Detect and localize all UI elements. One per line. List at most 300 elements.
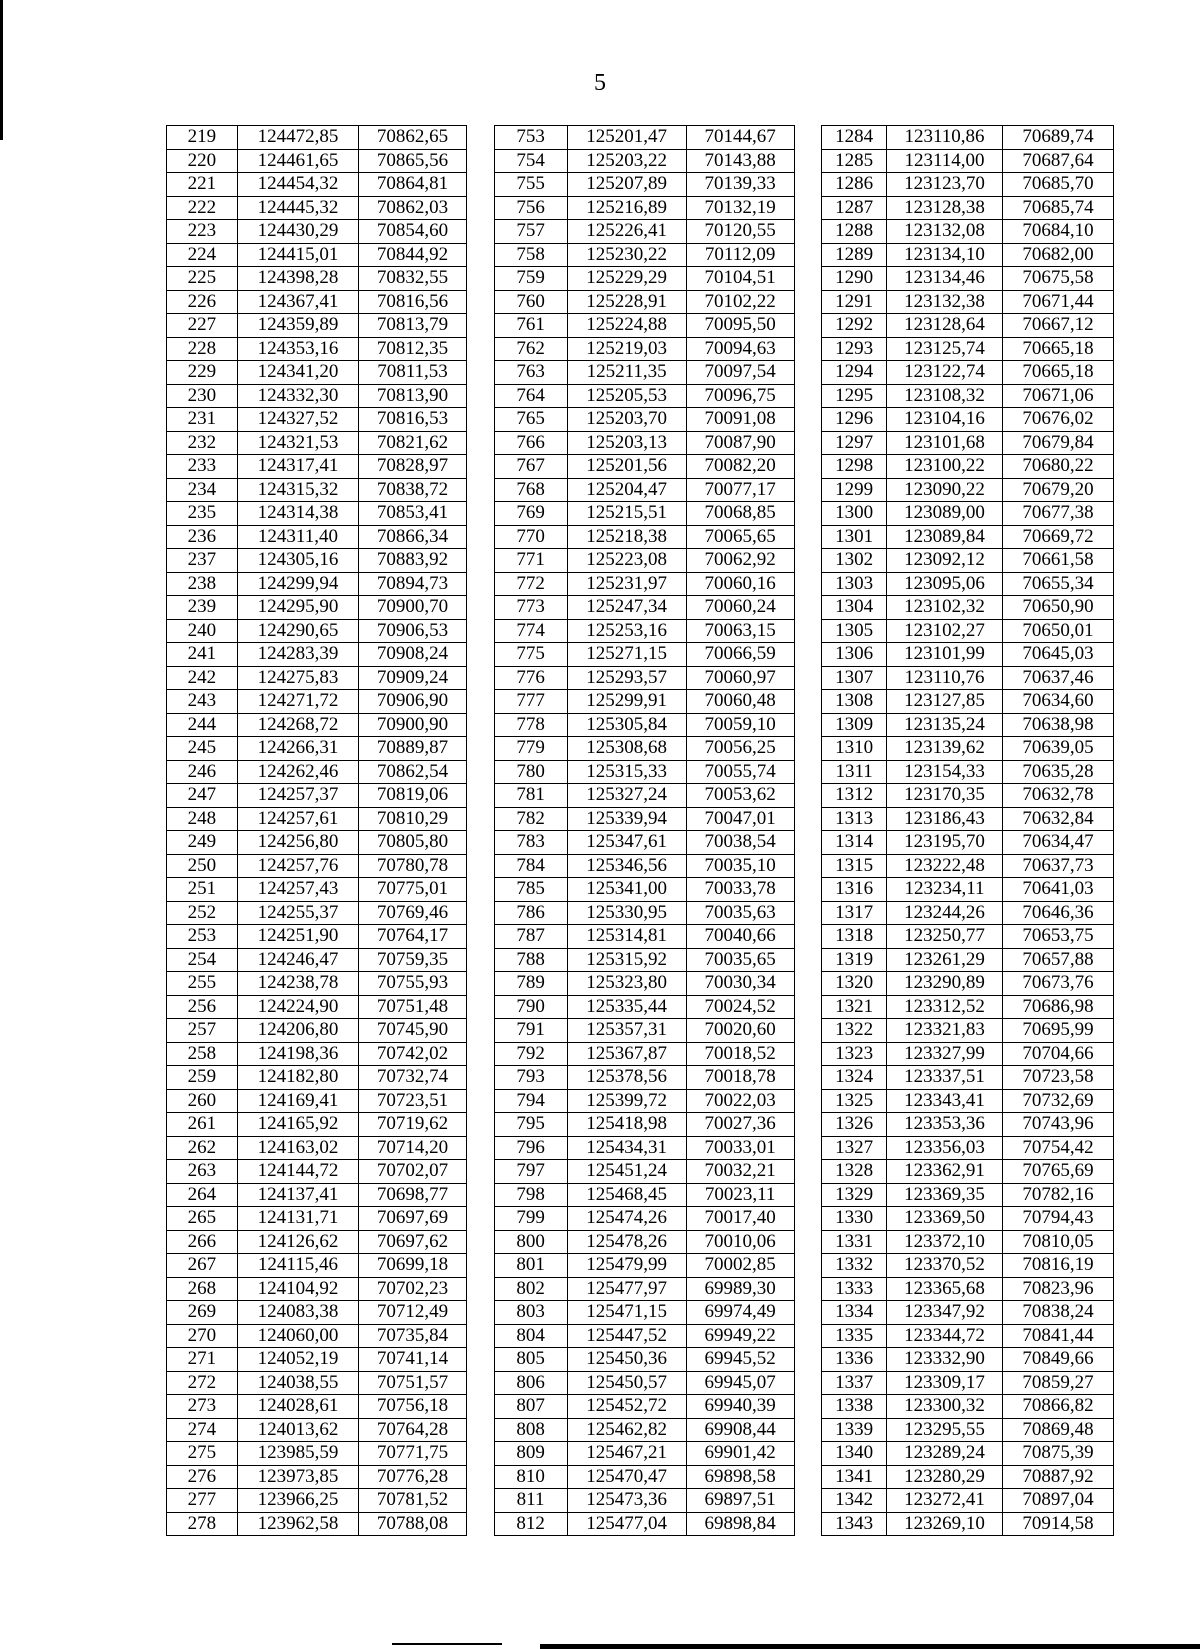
y-coordinate-cell: 70650,01 xyxy=(1003,619,1114,643)
column-gap xyxy=(466,572,494,596)
y-coordinate-cell: 70743,96 xyxy=(1003,1113,1114,1137)
column-gap xyxy=(466,972,494,996)
x-coordinate-cell: 125467,21 xyxy=(567,1442,686,1466)
x-coordinate-cell: 125229,29 xyxy=(567,267,686,291)
x-coordinate-cell: 123332,90 xyxy=(886,1348,1002,1372)
x-coordinate-cell: 125451,24 xyxy=(567,1160,686,1184)
column-gap xyxy=(466,1489,494,1513)
column-gap xyxy=(794,1160,822,1184)
y-coordinate-cell: 70027,36 xyxy=(686,1113,794,1137)
x-coordinate-cell: 125323,80 xyxy=(567,972,686,996)
y-coordinate-cell: 70056,25 xyxy=(686,737,794,761)
coordinates-table-body xyxy=(167,126,1114,1536)
x-coordinate-cell: 124052,19 xyxy=(237,1348,358,1372)
x-coordinate-cell: 123134,10 xyxy=(886,243,1002,267)
x-coordinate-cell: 124262,46 xyxy=(237,760,358,784)
y-coordinate-cell: 70060,48 xyxy=(686,690,794,714)
table-row xyxy=(167,1113,1114,1137)
column-gap xyxy=(794,1489,822,1513)
point-number-cell: 1317 xyxy=(822,901,887,925)
column-gap xyxy=(794,1348,822,1372)
y-coordinate-cell: 70697,62 xyxy=(359,1230,467,1254)
column-gap xyxy=(794,502,822,526)
x-coordinate-cell: 125201,47 xyxy=(567,126,686,150)
table-row xyxy=(167,361,1114,385)
y-coordinate-cell: 70097,54 xyxy=(686,361,794,385)
x-coordinate-cell: 125204,47 xyxy=(567,478,686,502)
column-gap xyxy=(466,1418,494,1442)
y-coordinate-cell: 70702,07 xyxy=(359,1160,467,1184)
x-coordinate-cell: 123321,83 xyxy=(886,1019,1002,1043)
x-coordinate-cell: 125228,91 xyxy=(567,290,686,314)
x-coordinate-cell: 125462,82 xyxy=(567,1418,686,1442)
x-coordinate-cell: 123090,22 xyxy=(886,478,1002,502)
x-coordinate-cell: 123101,68 xyxy=(886,431,1002,455)
point-number-cell: 1288 xyxy=(822,220,887,244)
x-coordinate-cell: 123290,89 xyxy=(886,972,1002,996)
column-gap xyxy=(794,831,822,855)
x-coordinate-cell: 125470,47 xyxy=(567,1465,686,1489)
y-coordinate-cell: 70091,08 xyxy=(686,408,794,432)
x-coordinate-cell: 124321,53 xyxy=(237,431,358,455)
column-gap xyxy=(466,267,494,291)
x-coordinate-cell: 123962,58 xyxy=(237,1512,358,1536)
column-gap xyxy=(794,1089,822,1113)
y-coordinate-cell: 70698,77 xyxy=(359,1183,467,1207)
y-coordinate-cell: 70065,65 xyxy=(686,525,794,549)
y-coordinate-cell: 70887,92 xyxy=(1003,1465,1114,1489)
x-coordinate-cell: 123139,62 xyxy=(886,737,1002,761)
y-coordinate-cell: 70900,90 xyxy=(359,713,467,737)
x-coordinate-cell: 124013,62 xyxy=(237,1418,358,1442)
point-number-cell: 264 xyxy=(167,1183,238,1207)
point-number-cell: 1336 xyxy=(822,1348,887,1372)
x-coordinate-cell: 125314,81 xyxy=(567,925,686,949)
x-coordinate-cell: 124256,80 xyxy=(237,831,358,855)
point-number-cell: 278 xyxy=(167,1512,238,1536)
table-row xyxy=(167,243,1114,267)
table-row xyxy=(167,126,1114,150)
column-gap xyxy=(794,408,822,432)
point-number-cell: 1294 xyxy=(822,361,887,385)
y-coordinate-cell: 70035,63 xyxy=(686,901,794,925)
y-coordinate-cell: 70022,03 xyxy=(686,1089,794,1113)
x-coordinate-cell: 123327,99 xyxy=(886,1042,1002,1066)
y-coordinate-cell: 70020,60 xyxy=(686,1019,794,1043)
column-gap xyxy=(794,1418,822,1442)
point-number-cell: 770 xyxy=(494,525,567,549)
x-coordinate-cell: 123362,91 xyxy=(886,1160,1002,1184)
table-row xyxy=(167,314,1114,338)
x-coordinate-cell: 124246,47 xyxy=(237,948,358,972)
y-coordinate-cell: 70859,27 xyxy=(1003,1371,1114,1395)
x-coordinate-cell: 124251,90 xyxy=(237,925,358,949)
point-number-cell: 1296 xyxy=(822,408,887,432)
point-number-cell: 244 xyxy=(167,713,238,737)
point-number-cell: 1290 xyxy=(822,267,887,291)
y-coordinate-cell: 70869,48 xyxy=(1003,1418,1114,1442)
point-number-cell: 1316 xyxy=(822,878,887,902)
point-number-cell: 787 xyxy=(494,925,567,949)
x-coordinate-cell: 123186,43 xyxy=(886,807,1002,831)
point-number-cell: 753 xyxy=(494,126,567,150)
y-coordinate-cell: 70819,06 xyxy=(359,784,467,808)
column-gap xyxy=(466,1160,494,1184)
y-coordinate-cell: 70060,24 xyxy=(686,596,794,620)
scan-bottom-mark xyxy=(392,1643,502,1645)
point-number-cell: 788 xyxy=(494,948,567,972)
y-coordinate-cell: 70719,62 xyxy=(359,1113,467,1137)
point-number-cell: 1343 xyxy=(822,1512,887,1536)
x-coordinate-cell: 125219,03 xyxy=(567,337,686,361)
table-row xyxy=(167,1254,1114,1278)
y-coordinate-cell: 70732,69 xyxy=(1003,1089,1114,1113)
x-coordinate-cell: 124314,38 xyxy=(237,502,358,526)
y-coordinate-cell: 70812,35 xyxy=(359,337,467,361)
y-coordinate-cell: 70775,01 xyxy=(359,878,467,902)
y-coordinate-cell: 70677,38 xyxy=(1003,502,1114,526)
table-row xyxy=(167,854,1114,878)
x-coordinate-cell: 123132,38 xyxy=(886,290,1002,314)
x-coordinate-cell: 124257,43 xyxy=(237,878,358,902)
x-coordinate-cell: 123101,99 xyxy=(886,643,1002,667)
x-coordinate-cell: 123102,27 xyxy=(886,619,1002,643)
point-number-cell: 268 xyxy=(167,1277,238,1301)
point-number-cell: 248 xyxy=(167,807,238,831)
y-coordinate-cell: 70849,66 xyxy=(1003,1348,1114,1372)
point-number-cell: 225 xyxy=(167,267,238,291)
point-number-cell: 1293 xyxy=(822,337,887,361)
point-number-cell: 229 xyxy=(167,361,238,385)
x-coordinate-cell: 123280,29 xyxy=(886,1465,1002,1489)
y-coordinate-cell: 70900,70 xyxy=(359,596,467,620)
y-coordinate-cell: 70010,06 xyxy=(686,1230,794,1254)
y-coordinate-cell: 70032,21 xyxy=(686,1160,794,1184)
x-coordinate-cell: 123102,32 xyxy=(886,596,1002,620)
table-row xyxy=(167,525,1114,549)
point-number-cell: 260 xyxy=(167,1089,238,1113)
column-gap xyxy=(466,243,494,267)
x-coordinate-cell: 123134,46 xyxy=(886,267,1002,291)
y-coordinate-cell: 70646,36 xyxy=(1003,901,1114,925)
y-coordinate-cell: 70838,24 xyxy=(1003,1301,1114,1325)
point-number-cell: 1318 xyxy=(822,925,887,949)
point-number-cell: 1300 xyxy=(822,502,887,526)
point-number-cell: 252 xyxy=(167,901,238,925)
column-gap xyxy=(794,948,822,972)
y-coordinate-cell: 70816,56 xyxy=(359,290,467,314)
table-row xyxy=(167,1512,1114,1536)
point-number-cell: 1337 xyxy=(822,1371,887,1395)
y-coordinate-cell: 70017,40 xyxy=(686,1207,794,1231)
column-gap xyxy=(466,549,494,573)
y-coordinate-cell: 69949,22 xyxy=(686,1324,794,1348)
x-coordinate-cell: 125468,45 xyxy=(567,1183,686,1207)
column-gap xyxy=(794,220,822,244)
table-row xyxy=(167,455,1114,479)
y-coordinate-cell: 70906,53 xyxy=(359,619,467,643)
table-row xyxy=(167,643,1114,667)
table-row xyxy=(167,1442,1114,1466)
point-number-cell: 240 xyxy=(167,619,238,643)
column-gap xyxy=(794,1301,822,1325)
point-number-cell: 759 xyxy=(494,267,567,291)
y-coordinate-cell: 70675,58 xyxy=(1003,267,1114,291)
y-coordinate-cell: 70102,22 xyxy=(686,290,794,314)
column-gap xyxy=(466,690,494,714)
x-coordinate-cell: 125330,95 xyxy=(567,901,686,925)
point-number-cell: 809 xyxy=(494,1442,567,1466)
y-coordinate-cell: 70018,52 xyxy=(686,1042,794,1066)
point-number-cell: 769 xyxy=(494,502,567,526)
point-number-cell: 790 xyxy=(494,995,567,1019)
point-number-cell: 1309 xyxy=(822,713,887,737)
x-coordinate-cell: 123195,70 xyxy=(886,831,1002,855)
x-coordinate-cell: 124257,76 xyxy=(237,854,358,878)
y-coordinate-cell: 70068,85 xyxy=(686,502,794,526)
y-coordinate-cell: 70144,67 xyxy=(686,126,794,150)
point-number-cell: 797 xyxy=(494,1160,567,1184)
point-number-cell: 1291 xyxy=(822,290,887,314)
x-coordinate-cell: 123125,74 xyxy=(886,337,1002,361)
table-row xyxy=(167,149,1114,173)
y-coordinate-cell: 70745,90 xyxy=(359,1019,467,1043)
y-coordinate-cell: 70816,19 xyxy=(1003,1254,1114,1278)
y-coordinate-cell: 70682,00 xyxy=(1003,243,1114,267)
x-coordinate-cell: 124359,89 xyxy=(237,314,358,338)
y-coordinate-cell: 70751,57 xyxy=(359,1371,467,1395)
x-coordinate-cell: 123295,55 xyxy=(886,1418,1002,1442)
column-gap xyxy=(466,1136,494,1160)
point-number-cell: 235 xyxy=(167,502,238,526)
point-number-cell: 754 xyxy=(494,149,567,173)
x-coordinate-cell: 124295,90 xyxy=(237,596,358,620)
x-coordinate-cell: 125473,36 xyxy=(567,1489,686,1513)
x-coordinate-cell: 124224,90 xyxy=(237,995,358,1019)
point-number-cell: 783 xyxy=(494,831,567,855)
x-coordinate-cell: 124415,01 xyxy=(237,243,358,267)
x-coordinate-cell: 125215,51 xyxy=(567,502,686,526)
point-number-cell: 1284 xyxy=(822,126,887,150)
point-number-cell: 784 xyxy=(494,854,567,878)
y-coordinate-cell: 70897,04 xyxy=(1003,1489,1114,1513)
table-row xyxy=(167,173,1114,197)
x-coordinate-cell: 125346,56 xyxy=(567,854,686,878)
y-coordinate-cell: 70059,10 xyxy=(686,713,794,737)
point-number-cell: 1304 xyxy=(822,596,887,620)
y-coordinate-cell: 70914,58 xyxy=(1003,1512,1114,1536)
column-gap xyxy=(794,854,822,878)
x-coordinate-cell: 125205,53 xyxy=(567,384,686,408)
y-coordinate-cell: 70060,16 xyxy=(686,572,794,596)
x-coordinate-cell: 124206,80 xyxy=(237,1019,358,1043)
column-gap xyxy=(794,1324,822,1348)
point-number-cell: 234 xyxy=(167,478,238,502)
y-coordinate-cell: 70024,52 xyxy=(686,995,794,1019)
point-number-cell: 781 xyxy=(494,784,567,808)
point-number-cell: 1334 xyxy=(822,1301,887,1325)
column-gap xyxy=(794,1230,822,1254)
x-coordinate-cell: 124083,38 xyxy=(237,1301,358,1325)
table-row xyxy=(167,1348,1114,1372)
point-number-cell: 1312 xyxy=(822,784,887,808)
point-number-cell: 275 xyxy=(167,1442,238,1466)
x-coordinate-cell: 125293,57 xyxy=(567,666,686,690)
x-coordinate-cell: 125224,88 xyxy=(567,314,686,338)
y-coordinate-cell: 70883,92 xyxy=(359,549,467,573)
x-coordinate-cell: 124060,00 xyxy=(237,1324,358,1348)
x-coordinate-cell: 123372,10 xyxy=(886,1230,1002,1254)
x-coordinate-cell: 125450,36 xyxy=(567,1348,686,1372)
y-coordinate-cell: 70751,48 xyxy=(359,995,467,1019)
table-row xyxy=(167,572,1114,596)
y-coordinate-cell: 70862,65 xyxy=(359,126,467,150)
x-coordinate-cell: 123110,76 xyxy=(886,666,1002,690)
point-number-cell: 762 xyxy=(494,337,567,361)
column-gap xyxy=(794,384,822,408)
y-coordinate-cell: 70828,97 xyxy=(359,455,467,479)
x-coordinate-cell: 124144,72 xyxy=(237,1160,358,1184)
point-number-cell: 227 xyxy=(167,314,238,338)
x-coordinate-cell: 124472,85 xyxy=(237,126,358,150)
point-number-cell: 1331 xyxy=(822,1230,887,1254)
x-coordinate-cell: 123234,11 xyxy=(886,878,1002,902)
x-coordinate-cell: 123132,08 xyxy=(886,220,1002,244)
column-gap xyxy=(466,1254,494,1278)
column-gap xyxy=(466,1183,494,1207)
table-row xyxy=(167,995,1114,1019)
table-row xyxy=(167,1019,1114,1043)
column-gap xyxy=(794,290,822,314)
y-coordinate-cell: 70634,60 xyxy=(1003,690,1114,714)
point-number-cell: 271 xyxy=(167,1348,238,1372)
y-coordinate-cell: 69989,30 xyxy=(686,1277,794,1301)
y-coordinate-cell: 69897,51 xyxy=(686,1489,794,1513)
point-number-cell: 780 xyxy=(494,760,567,784)
y-coordinate-cell: 70732,74 xyxy=(359,1066,467,1090)
point-number-cell: 236 xyxy=(167,525,238,549)
y-coordinate-cell: 70030,34 xyxy=(686,972,794,996)
y-coordinate-cell: 70096,75 xyxy=(686,384,794,408)
point-number-cell: 241 xyxy=(167,643,238,667)
x-coordinate-cell: 125327,24 xyxy=(567,784,686,808)
point-number-cell: 258 xyxy=(167,1042,238,1066)
y-coordinate-cell: 70866,34 xyxy=(359,525,467,549)
x-coordinate-cell: 124266,31 xyxy=(237,737,358,761)
x-coordinate-cell: 123289,24 xyxy=(886,1442,1002,1466)
y-coordinate-cell: 70087,90 xyxy=(686,431,794,455)
column-gap xyxy=(466,220,494,244)
x-coordinate-cell: 123356,03 xyxy=(886,1136,1002,1160)
y-coordinate-cell: 70805,80 xyxy=(359,831,467,855)
point-number-cell: 243 xyxy=(167,690,238,714)
y-coordinate-cell: 70033,78 xyxy=(686,878,794,902)
table-row xyxy=(167,901,1114,925)
y-coordinate-cell: 70769,46 xyxy=(359,901,467,925)
column-gap xyxy=(466,878,494,902)
point-number-cell: 786 xyxy=(494,901,567,925)
column-gap xyxy=(466,1207,494,1231)
x-coordinate-cell: 125223,08 xyxy=(567,549,686,573)
point-number-cell: 1286 xyxy=(822,173,887,197)
table-row xyxy=(167,784,1114,808)
point-number-cell: 791 xyxy=(494,1019,567,1043)
x-coordinate-cell: 124367,41 xyxy=(237,290,358,314)
point-number-cell: 242 xyxy=(167,666,238,690)
y-coordinate-cell: 69945,07 xyxy=(686,1371,794,1395)
column-gap xyxy=(466,1042,494,1066)
point-number-cell: 1342 xyxy=(822,1489,887,1513)
column-gap xyxy=(794,1277,822,1301)
table-row xyxy=(167,1066,1114,1090)
table-row xyxy=(167,596,1114,620)
x-coordinate-cell: 125226,41 xyxy=(567,220,686,244)
x-coordinate-cell: 125203,70 xyxy=(567,408,686,432)
x-coordinate-cell: 124038,55 xyxy=(237,1371,358,1395)
point-number-cell: 261 xyxy=(167,1113,238,1137)
column-gap xyxy=(466,1465,494,1489)
point-number-cell: 793 xyxy=(494,1066,567,1090)
table-row xyxy=(167,831,1114,855)
y-coordinate-cell: 70865,56 xyxy=(359,149,467,173)
x-coordinate-cell: 124290,65 xyxy=(237,619,358,643)
y-coordinate-cell: 70671,44 xyxy=(1003,290,1114,314)
point-number-cell: 255 xyxy=(167,972,238,996)
point-number-cell: 266 xyxy=(167,1230,238,1254)
column-gap xyxy=(794,126,822,150)
table-row xyxy=(167,1489,1114,1513)
point-number-cell: 807 xyxy=(494,1395,567,1419)
table-row xyxy=(167,1042,1114,1066)
x-coordinate-cell: 124131,71 xyxy=(237,1207,358,1231)
y-coordinate-cell: 70844,92 xyxy=(359,243,467,267)
y-coordinate-cell: 70862,03 xyxy=(359,196,467,220)
point-number-cell: 259 xyxy=(167,1066,238,1090)
y-coordinate-cell: 70671,06 xyxy=(1003,384,1114,408)
point-number-cell: 1332 xyxy=(822,1254,887,1278)
column-gap xyxy=(794,478,822,502)
x-coordinate-cell: 124461,65 xyxy=(237,149,358,173)
point-number-cell: 221 xyxy=(167,173,238,197)
y-coordinate-cell: 70665,18 xyxy=(1003,361,1114,385)
column-gap xyxy=(794,1207,822,1231)
point-number-cell: 220 xyxy=(167,149,238,173)
y-coordinate-cell: 69908,44 xyxy=(686,1418,794,1442)
x-coordinate-cell: 123344,72 xyxy=(886,1324,1002,1348)
column-gap xyxy=(466,126,494,150)
y-coordinate-cell: 70794,43 xyxy=(1003,1207,1114,1231)
point-number-cell: 1320 xyxy=(822,972,887,996)
column-gap xyxy=(794,760,822,784)
point-number-cell: 757 xyxy=(494,220,567,244)
y-coordinate-cell: 70854,60 xyxy=(359,220,467,244)
x-coordinate-cell: 125339,94 xyxy=(567,807,686,831)
y-coordinate-cell: 70047,01 xyxy=(686,807,794,831)
point-number-cell: 1314 xyxy=(822,831,887,855)
column-gap xyxy=(794,361,822,385)
point-number-cell: 1295 xyxy=(822,384,887,408)
column-gap xyxy=(466,1395,494,1419)
point-number-cell: 1327 xyxy=(822,1136,887,1160)
column-gap xyxy=(466,384,494,408)
y-coordinate-cell: 70889,87 xyxy=(359,737,467,761)
y-coordinate-cell: 70780,78 xyxy=(359,854,467,878)
x-coordinate-cell: 125203,13 xyxy=(567,431,686,455)
x-coordinate-cell: 123122,74 xyxy=(886,361,1002,385)
point-number-cell: 1325 xyxy=(822,1089,887,1113)
y-coordinate-cell: 70810,29 xyxy=(359,807,467,831)
point-number-cell: 257 xyxy=(167,1019,238,1043)
